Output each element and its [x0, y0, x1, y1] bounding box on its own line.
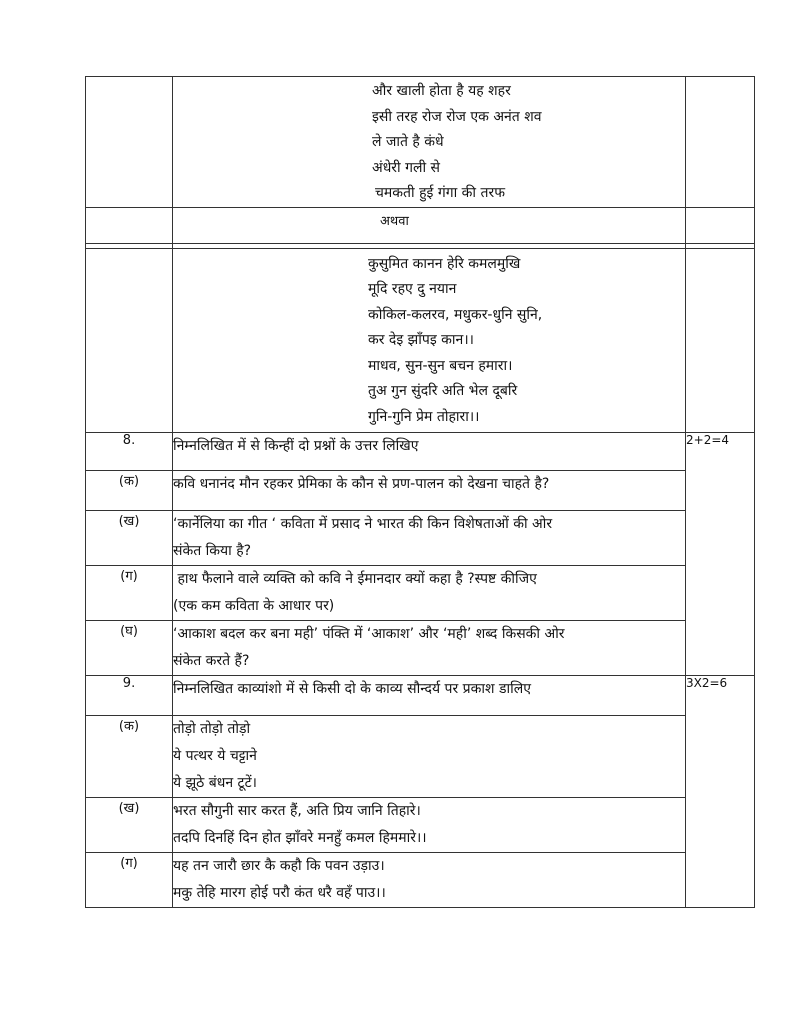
- empty-cell: [686, 248, 755, 432]
- poem-line: कर देइ झाँपइ कान।।: [368, 332, 474, 348]
- question-8-row: [86, 432, 755, 470]
- question-number: 8.: [86, 432, 173, 470]
- part-text: [173, 852, 686, 907]
- part-label: (क): [86, 715, 173, 797]
- part-line: मकु तेहि मारग होई परौ कंत धरै वहँ पाउ।।: [173, 884, 386, 901]
- part-line: तोड़ो तोड़ो तोड़ो: [173, 720, 251, 737]
- poem-line: तुअ गुन सुंदरि अति भेल दूबरि: [368, 383, 518, 399]
- poem-line: गुनि-गुनि प्रेम तोहारा।।: [368, 408, 480, 425]
- part-line: ये पत्थर ये चट्टाने: [173, 747, 257, 764]
- question-number: 9.: [86, 675, 173, 715]
- poem-line: मूदि रहए दु नयान: [368, 281, 457, 297]
- table-row: [86, 565, 755, 620]
- marks-cell: 3X2=6: [686, 675, 755, 907]
- empty-cell: [86, 77, 173, 208]
- athva-cell: [173, 207, 686, 243]
- poem-line: अंधेरी गली से: [372, 159, 441, 176]
- part-line: भरत सौगुनी सार करत हैं, अति प्रिय जानि तिहारे।: [173, 802, 421, 819]
- part-line: तदपि दिनहिं दिन होत झाँवरे मनहुँ कमल हिममारे।।: [173, 829, 427, 846]
- poem-line: चमकती हुई गंगा की तरफ: [375, 185, 505, 201]
- question-9-row: [86, 675, 755, 715]
- part-text: [173, 715, 686, 797]
- athva-label: अथवा: [380, 213, 409, 229]
- part-text: [173, 620, 686, 675]
- part-text: [173, 797, 686, 852]
- part-text: [173, 510, 686, 565]
- table-row: [86, 77, 755, 208]
- empty-cell: [686, 207, 755, 243]
- marks-cell: 2+2=4: [686, 432, 755, 675]
- part-label: (घ): [86, 620, 173, 675]
- part-line: यह तन जारौ छार कै कहौ कि पवन उड़ाउ।: [173, 857, 385, 874]
- poem-line: और खाली होता है यह शहर: [372, 83, 511, 99]
- poem-line: कुसुमित कानन हेरि कमलमुखि: [368, 255, 521, 272]
- part-label: (ग): [86, 565, 173, 620]
- empty-cell: [686, 77, 755, 208]
- poem-cell: [173, 248, 686, 432]
- part-line: संकेत करते हैं?: [173, 652, 250, 669]
- part-line: (एक कम कविता के आधार पर): [173, 597, 335, 614]
- part-label: (क): [86, 470, 173, 510]
- question-table: [85, 76, 755, 908]
- part-label: (ख): [86, 797, 173, 852]
- table-row: [86, 470, 755, 510]
- part-line: कवि धनानंद मौन रहकर प्रेमिका के कौन से प्रण-पालन को देखना चाहते है?: [173, 475, 550, 492]
- part-line: ‘आकाश बदल कर बना मही’ पंक्ति में ‘आकाश’ और ‘मही’ शब्द किसकी ओर: [173, 625, 565, 642]
- question-text: निम्नलिखित काव्यांशो में से किसी दो के काव्य सौन्दर्य पर प्रकाश डालिए: [173, 675, 686, 715]
- empty-cell: [86, 248, 173, 432]
- table-row: [86, 852, 755, 907]
- poem-line: कोकिल-कलरव, मधुकर-धुनि सुनि,: [368, 306, 543, 323]
- part-line: संकेत किया है?: [173, 542, 252, 559]
- question-text: निम्नलिखित में से किन्हीं दो प्रश्नों के उत्तर लिखिए: [173, 432, 686, 470]
- part-label: (ग): [86, 852, 173, 907]
- poem-line: माधव, सुन-सुन बचन हमारा।: [368, 357, 513, 374]
- part-text: [173, 470, 686, 510]
- table-row: [86, 248, 755, 432]
- table-row: [86, 797, 755, 852]
- part-line: हाथ फैलाने वाले व्यक्ति को कवि ने ईमानदार क्यों कहा है ?स्पष्ट कीजिए: [173, 570, 537, 587]
- table-row: [86, 715, 755, 797]
- part-label: (ख): [86, 510, 173, 565]
- poem-line: इसी तरह रोज रोज एक अनंत शव: [372, 108, 542, 125]
- empty-cell: [86, 207, 173, 243]
- table-row: [86, 207, 755, 243]
- table-row: [86, 510, 755, 565]
- part-line: ‘कार्नेलिया का गीत ‘ कविता में प्रसाद ने भारत की किन विशेषताओं की ओर: [173, 515, 553, 532]
- part-text: [173, 565, 686, 620]
- poem-line: ले जाते है कंधे: [372, 134, 444, 150]
- part-line: ये झूठे बंधन टूटें।: [173, 774, 257, 791]
- poem-cell: [173, 77, 686, 208]
- table-row: [86, 620, 755, 675]
